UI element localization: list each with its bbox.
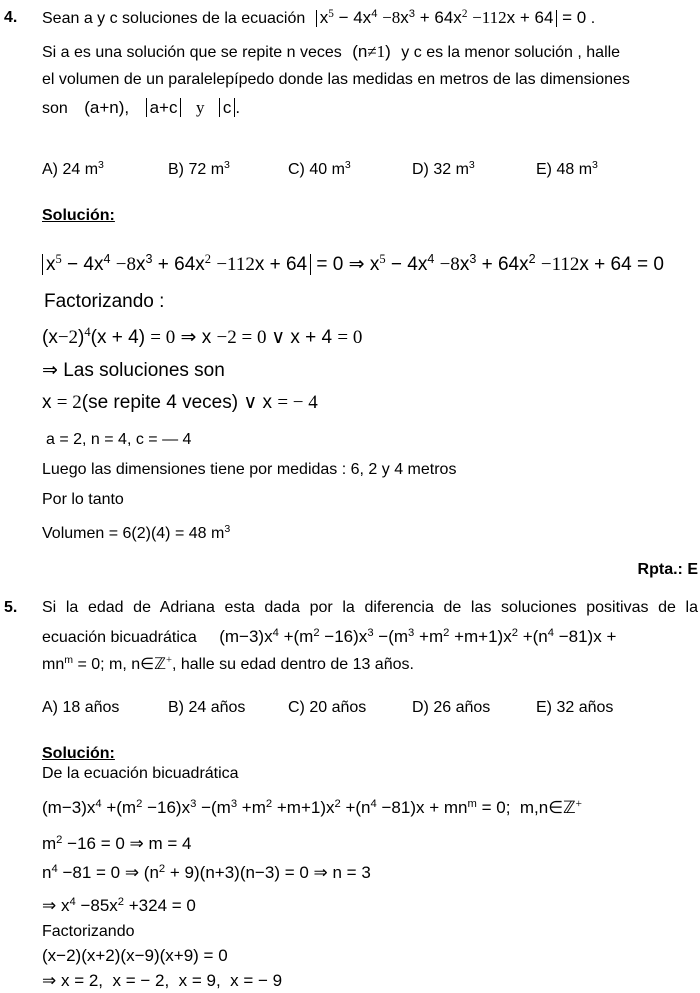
problem-4-line2: Si a es una solución que se repite n veces (n≠1) y c es la menor solución , halle: [42, 42, 621, 61]
problem-5-line3-text: halle su edad dentro de 13 años.: [180, 656, 414, 673]
problem-4-option-b: B) 72 $m^3$: [168, 159, 230, 178]
problem-4-solution-equation: $x^5 - 4x^4 -8x^3 + 64x^2 -112x + 64 = 0$ ⇒ $x^5 - 4x^4 -8x^3 + 64x^2 -112x + 64 = 0$: [42, 252, 664, 278]
problem-5-line2: ecuación bicuadrática $(m-3)x^4 +(m^2 -16)x^3 -(m^3 +m^2 +m+1)x^2 +(n^4 -81)x$ +: [42, 626, 617, 646]
problem-4-solution-label: Solución:: [42, 207, 115, 224]
problem-4-factored: $(x-2)^4(x + 4) = 0$ ⇒ x −2 = 0 ∨ x + 4 = 0: [42, 325, 363, 348]
problem-4-option-e: E) 48 $m^3$: [536, 159, 598, 178]
problem-5-de-la-ecuacion: De la ecuación bicuadrática: [42, 765, 239, 782]
problem-5-line2-text: ecuación bicuadrática: [42, 629, 197, 646]
problem-4-intro: Sean a y c soluciones de la ecuación $x^5 - 4x^4 -8x^3 + 64x^2 -112x + 64 = 0$ .: [42, 7, 596, 27]
problem-5-option-a: A) 18 años: [42, 699, 120, 716]
problem-4-option-a: A) 24 $m^3$: [42, 159, 104, 178]
problem-4-volumen: Volumen = 6(2)(4) = 48 $m^3$: [42, 523, 231, 542]
problem-4-se-repite: se repite 4 veces: [88, 392, 232, 413]
problem-4-line4: son (a+n), a+c y c .: [42, 98, 241, 117]
problem-5-equation: $(m-3)x^4 +(m^2 -16)x^3 -(m^3 +m^2 +m+1)x^2 +(n^4 -81)x + mn^m = 0$; m,n∈ℤ+: [42, 797, 582, 817]
problem-4-line2-rest: y c es la menor solución , halle: [401, 44, 621, 61]
problem-4-las-soluciones: ⇒ Las soluciones son: [42, 360, 225, 381]
problem-5-bicuadratic: ⇒ $x^4 -85x^2 +324 = 0$: [42, 895, 196, 915]
problem-4-dimensions: Luego las dimensiones tiene por medidas : 6, 2 y 4 metros: [42, 461, 457, 478]
problem-4-equation: $x^5 - 4x^4 -8x^3 + 64x^2 -112x + 64$: [316, 10, 558, 27]
problem-4-number: 4.: [4, 9, 18, 26]
problem-5-line3: $mn^m = 0$; m, n∈ℤ+, halle su edad dentro de 13 años.: [42, 654, 414, 673]
problem-4-option-d: D) 32 $m^3$: [412, 159, 475, 178]
problem-5-factored: (x−2)(x+2)(x−9)(x+9) = 0: [42, 946, 228, 965]
problem-5-option-d: D) 26 años: [412, 699, 491, 716]
problem-5-option-c: C) 20 años: [288, 699, 367, 716]
problem-4-factor-label: Factorizando :: [44, 291, 165, 312]
problem-5-option-b: B) 24 años: [168, 699, 246, 716]
problem-4-intro-text: Sean a y c soluciones de la ecuación: [42, 10, 306, 27]
problem-4-las-soluciones-text: Las soluciones son: [63, 360, 225, 381]
problem-5-number: 5.: [4, 599, 18, 616]
problem-5-factor-label: Factorizando: [42, 923, 135, 940]
problem-4-answer: Rpta.: E: [637, 561, 698, 578]
problem-4-option-c: C) 40 $m^3$: [288, 159, 351, 178]
problem-4-values: a = 2, n = 4, c = — 4: [46, 431, 192, 448]
problem-5-n-value: $n^4 -81 = 0$ ⇒ $(n^2 + 9)(n+3)(n-3) = 0$ ⇒ n = 3: [42, 862, 371, 882]
problem-5-solutions: ⇒ x = 2, x = − 2, x = 9, x = − 9: [42, 971, 283, 990]
problem-5-m-value: $m^2 -16 = 0$ ⇒ m = 4: [42, 833, 192, 853]
problem-4-line2-text: Si a es una solución que se repite n veces: [42, 44, 342, 61]
problem-5-option-e: E) 32 años: [536, 699, 614, 716]
problem-4-line4-text: son: [42, 100, 68, 117]
problem-4-line3: el volumen de un paralelepípedo donde las medidas en metros de las dimensiones: [42, 71, 630, 88]
problem-4-por-lo-tanto: Por lo tanto: [42, 491, 124, 508]
problem-5-line1: Si la edad de Adriana esta dada por la diferencia de las soluciones positivas de la: [42, 599, 698, 616]
problem-4-solutions: x = 2(se repite 4 veces) ∨ x = − 4: [42, 392, 318, 413]
problem-5-solution-label: Solución:: [42, 745, 115, 762]
